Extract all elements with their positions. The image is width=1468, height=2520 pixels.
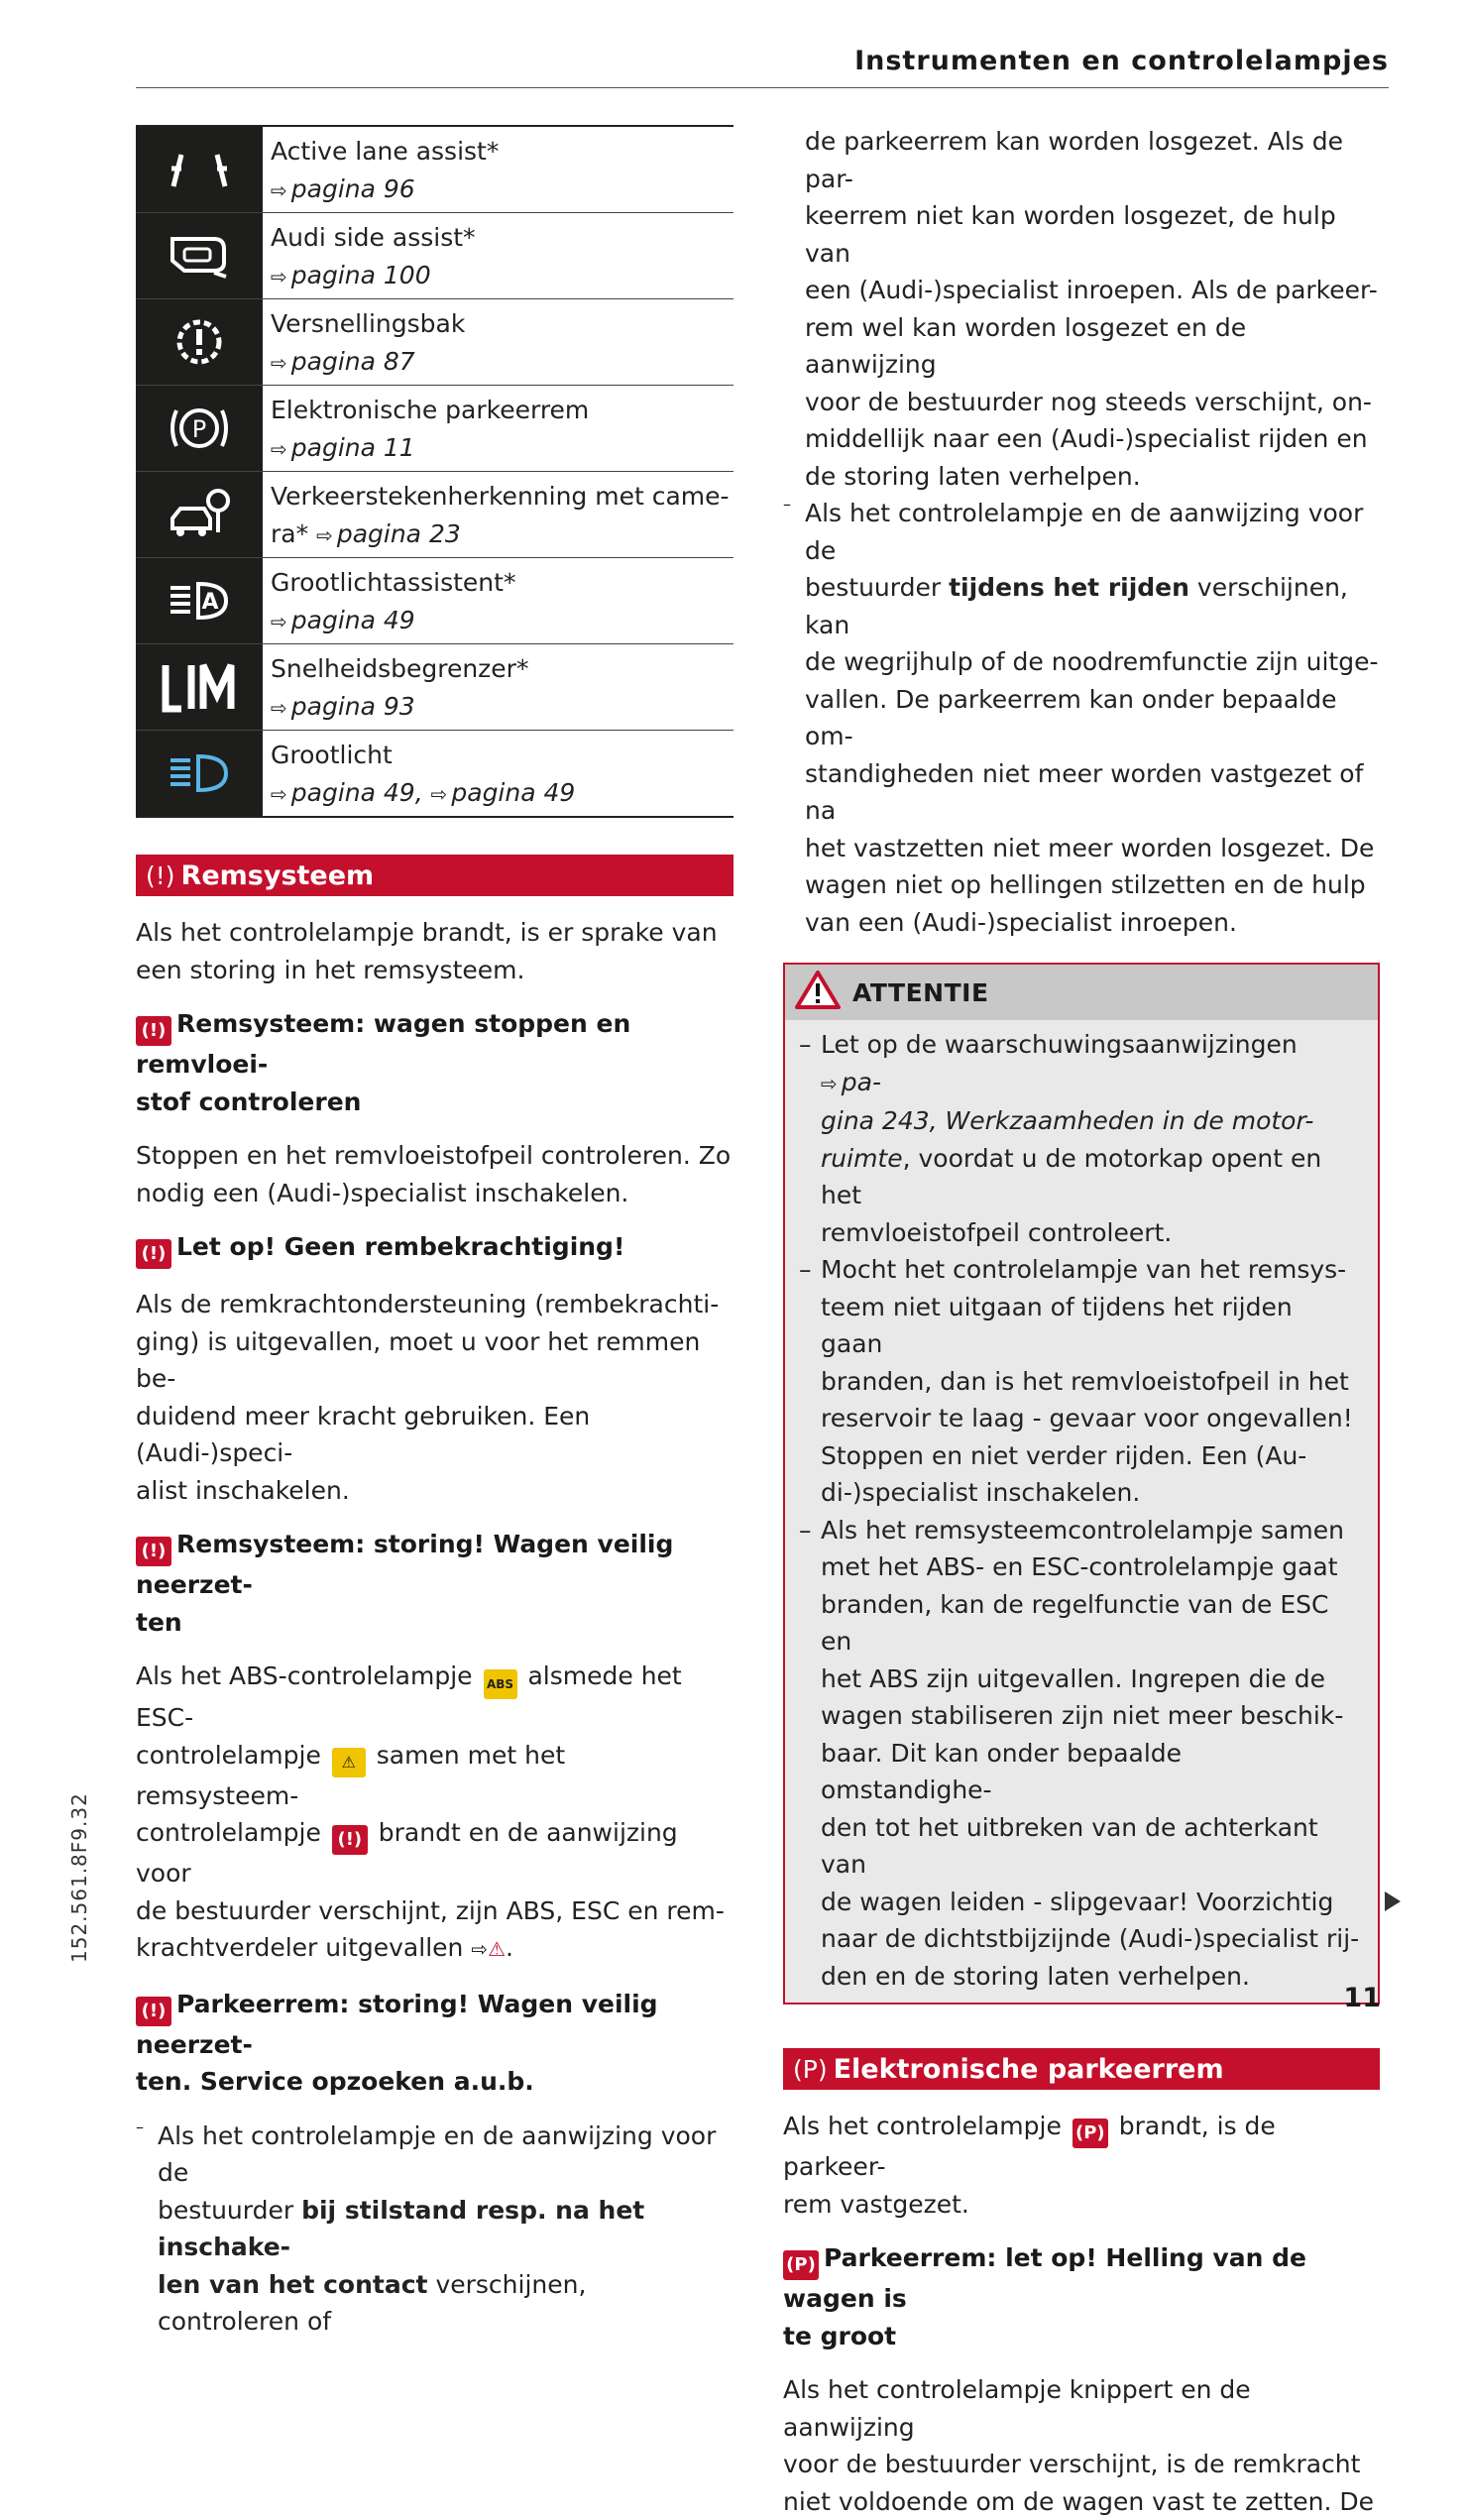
indicator-row: Grootlicht ⇨ pagina 49, ⇨ pagina 49 [136,731,734,818]
warning-reference-icon[interactable]: ⇨⚠ [471,1937,507,1961]
page-link[interactable]: ⇨ pagina 49 [271,606,415,634]
indicator-label: Versnellingsbak [271,309,466,338]
page-link[interactable]: ⇨ pa- [821,1067,881,1096]
page-link[interactable]: ⇨ pagina 11 [271,433,415,462]
page-link[interactable]: ⇨ pagina 49 [271,778,415,807]
right-column [783,123,1380,2520]
warning-box [783,963,1380,2005]
message-body: Als de remkrachtondersteuning (rembekrachti- ging) is uitgevallen, moet u voor het remmen be- duidend meer kracht gebruiken. Een (Audi-)speci- alist inschakelen. [136,1290,720,1505]
header-divider [136,87,1389,88]
parking-brake-icon [136,386,263,471]
brake-warning-icon: (!) [146,860,175,890]
brake-warning-icon: (!) [136,1997,171,2026]
message-body: Als het ABS-controlelampje ABS alsmede het ESC- controlelampje ⚠ samen met het remsysteem- controlelampje (!) brandt en de aanwijzing voor de bestuurder verschijnt, zijn ABS, ESC en rem- krachtverdeler uitgevallen ⇨⚠. [136,1661,725,1962]
gearbox-warning-icon [136,299,263,385]
warning-header: ATTENTIE [785,965,1378,1020]
warning-item: – Mocht het controlelampje van het remsys- teem niet uitgaan of tijdens het rijden gaan branden, dan is het remvloeistofpeil in het reservoir te laag - gevaar voor ongevallen! Stoppen en niet verder rijden. Een (Au- di-)specialist inschakelen. [799,1251,1360,1512]
warning-item: – Als het remsysteemcontrolelampje samen met het ABS- en ESC-controlelampje gaat branden, kan de regelfunctie van de ESC en het ABS zijn uitgevallen. Ingrepen die de wagen stabiliseren zijn niet meer beschik- baar. Dit kan onder bepaalde omstandighe- den tot het uitbreken van de achterkant van de wagen leiden - slipgevaar! Voorzichtig naar de dichtstbijzijnde (Audi-)specialist rij- den en de storing laten verhelpen. [799,1512,1360,1996]
high-beam-icon [136,731,263,816]
intro-paragraph: Als het controlelampje brandt, is er sprake van een storing in het remsysteem. [136,918,718,984]
abs-warning-icon: ABS [484,1669,517,1699]
indicator-label: Grootlichtassistent* [271,568,516,597]
section-heading: (!) Remsysteem [136,855,734,896]
brake-warning-icon: (!) [136,1239,171,1269]
page-link[interactable]: ⇨ pagina 87 [271,347,415,376]
indicator-row [136,644,734,731]
message-body: Als het controlelampje knippert en de aanwijzing voor de bestuurder verschijnt, is de remkracht niet voldoende om de wagen vast te zetten. De [783,2375,1375,2516]
continued-paragraph: de parkeerrem kan worden losgezet. Als de par- keerrem niet kan worden losgezet, de hulp van een (Audi-)specialist inroepen. Als de parkeer- rem wel kan worden losgezet en de aanwijzing voor de bestuurder nog steeds verschijnt, on- middellijk naar een (Audi-)specialist rijden en de storing laten verhelpen. [805,127,1378,491]
page-header-title: Instrumenten en controlelampjes [854,46,1389,76]
list-item: – Als het controlelampje en de aanwijzing voor de bestuurder bij stilstand resp. na het inschake- len van het contact verschijnen, controleren of [136,2118,734,2341]
brake-system-section [136,855,734,2341]
page-link[interactable]: ⇨ pagina 100 [271,261,431,289]
indicator-label: Elektronische parkeerrem [271,396,590,424]
parking-brake-icon: (P) [793,2054,828,2084]
document-code: 152.561.8F9.32 [67,1792,91,1963]
page-link[interactable]: ⇨ pagina 93 [271,692,415,721]
intro-paragraph: Als het controlelampje (P) brandt, is de parkeer- rem vastgezet. [783,2112,1276,2219]
message-heading: (!) Let op! Geen rembekrachtiging! [136,1228,734,1269]
indicator-row: Verkeerstekenherkenning met came- ra* ⇨ pagina 23 [136,472,734,558]
message-heading: (!) Remsysteem: wagen stoppen en remvloei- stof controleren [136,1009,631,1116]
page-link[interactable]: ⇨ pagina 96 [271,174,415,203]
esc-warning-icon: ⚠ [332,1748,366,1777]
page-number: 11 [1343,1983,1381,2013]
indicator-row [136,558,734,644]
indicator-row [136,299,734,386]
high-beam-assist-icon [136,558,263,643]
svg-text:P: P [191,415,207,443]
message-heading: (!) Remsysteem: storing! Wagen veilig neerzet- ten [136,1530,674,1637]
indicator-label: Active lane assist* [271,137,500,166]
indicator-label: Verkeerstekenherkenning met came- [271,482,730,511]
page-link[interactable]: ⇨ pagina 23 [316,519,461,548]
warning-triangle-icon [795,970,841,1015]
brake-warning-icon: (!) [136,1016,171,1046]
page-link[interactable]: ⇨ pagina 49 [430,778,576,807]
parking-brake-icon: (P) [783,2250,819,2280]
section-heading: (P) Elektronische parkeerrem [783,2048,1380,2090]
indicator-row [136,127,734,213]
message-list [136,2118,734,2341]
parking-brake-icon: (P) [1073,2119,1108,2148]
message-body: Stoppen en het remvloeistofpeil controleren. Zo nodig een (Audi-)specialist inschakelen. [136,1141,732,1207]
indicator-row [136,213,734,299]
side-assist-icon [136,213,263,298]
indicator-table [136,125,734,818]
brake-warning-icon: (!) [136,1537,171,1566]
indicator-label: Snelheidsbegrenzer* [271,654,529,683]
brake-warning-icon: (!) [332,1825,368,1855]
lane-assist-icon [136,127,263,212]
indicator-label: Grootlicht [271,741,393,769]
list-item: – Als het controlelampje en de aanwijzing voor de bestuurder tijdens het rijden verschijnen, kan de wegrijhulp of de noodremfunctie zijn uitge- vallen. De parkeerrem kan onder bepaalde om- standigheden niet meer worden vastgezet of na het vastzetten niet meer worden losgezet. De wagen niet op hellingen stilzetten en de hulp van een (Audi-)specialist inroepen. [783,495,1380,941]
warning-item: – Let op de waarschuwingsaanwijzingen ⇨ pa- gina 243, Werkzaamheden in de motor- ruimte, voordat u de motorkap opent en het remvloeistofpeil controleert. [799,1026,1360,1251]
message-heading: (P) Parkeerrem: let op! Helling van de wagen is te groot [783,2243,1306,2350]
indicator-label: Audi side assist* [271,223,476,252]
traffic-sign-camera-icon [136,472,263,557]
continue-arrow-icon [1385,1891,1401,1911]
svg-text:A: A [201,590,219,615]
message-heading: (!) Parkeerrem: storing! Wagen veilig neerzet- ten. Service opzoeken a.u.b. [136,1989,658,2096]
speed-limiter-icon [136,644,263,730]
indicator-row [136,386,734,472]
